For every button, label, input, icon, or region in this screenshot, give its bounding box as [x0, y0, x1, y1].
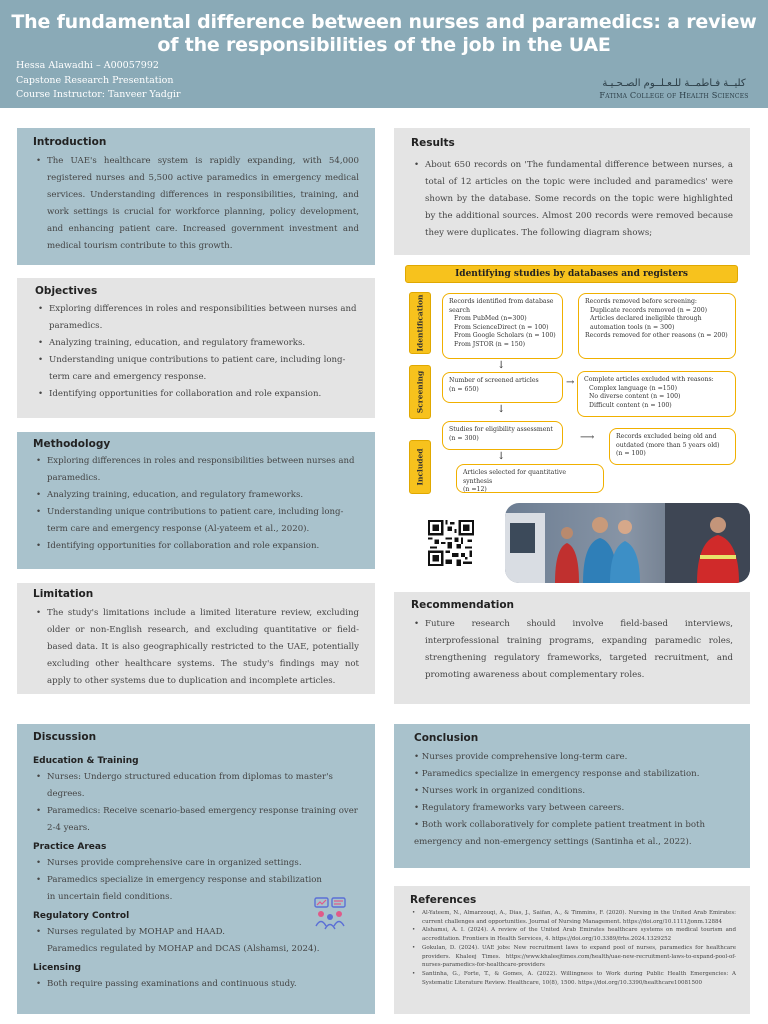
introduction-panel [17, 128, 375, 265]
methodology-panel [17, 432, 375, 569]
conclusion-item: • Regulatory frameworks vary between careers. [414, 803, 625, 813]
reference-item: • Alshamsi, A. I. (2024). A review of the United Arab Emirates healthcare systems on medical tourism and accreditation. Frontiers in Health Services, 4. https://doi.org/10.3389/frhs.2024.1329252 [410, 926, 736, 943]
limitation-panel [17, 583, 375, 694]
conclusion-heading: Conclusion [414, 732, 479, 744]
limitation-text: • The study's limitations include a limited literature review, excluding older or non-English research, and excluding quantitative or field-based data. It is also geographically restricted to the UAE, potentially excluding other healthcare systems. The study's findings may not apply to other systems due to duplication and incomplete articles. [33, 605, 359, 690]
author-info [16, 59, 181, 103]
regulatory-heading: Regulatory Control [33, 911, 130, 921]
arrow-down-icon: ↓ [497, 404, 506, 415]
licensing-item: • Both require passing examinations and continuous study. [33, 976, 359, 993]
results-heading: Results [411, 137, 455, 149]
flow-box-outdated: Records excluded being old and outdated (more than 5 years old) (n = 100) [609, 428, 736, 465]
practice-item: • Nurses provide comprehensive care in organized settings. [33, 855, 329, 872]
flow-diagram-title: Identifying studies by databases and registers [405, 265, 738, 283]
flow-box-eligibility: Studies for eligibility assessment (n = 300) [442, 421, 563, 450]
arrow-right-icon: → [566, 377, 575, 388]
college-name-english: Fatima College of Health Sciences [599, 90, 749, 100]
licensing-heading: Licensing [33, 963, 81, 973]
objectives-heading: Objectives [35, 285, 98, 297]
flow-box-excluded: Complete articles excluded with reasons: Complex language (n =150) No diverse content (n = 100) Difficult content (n = 100) [577, 371, 736, 417]
practice-heading: Practice Areas [33, 842, 107, 852]
conclusion-panel [394, 724, 750, 868]
college-logo [598, 78, 750, 100]
flow-box-selected: Articles selected for quantitative synthesis (n =12) [456, 464, 604, 493]
regulatory-item: • Nurses regulated by MOHAP and HAAD. [33, 924, 359, 941]
references-panel [394, 886, 750, 1014]
conclusion-item: • Nurses work in organized conditions. [414, 786, 586, 796]
practice-item: • Paramedics specialize in emergency response and stabilization in uncertain field conditions. [33, 872, 329, 906]
results-text: • About 650 records on 'The fundamental difference between nurses, a total of 12 articles on the topic were included and paramedics' were shown by the database. Some records on the topic were highlighted by the additional sources. Almost 200 records were removed because they were duplicates. The following diagram shows; [411, 157, 733, 242]
objective-item: • Understanding unique contributions to patient care, including long-term care and emergency response. [35, 352, 357, 386]
presentation-type: Capstone Research Presentation [16, 74, 174, 86]
college-name-arabic: كليــة فـاطمــة للـعـلــوم الصـحـيـة [602, 78, 746, 89]
regulatory-item: Paramedics regulated by MOHAP and DCAS (Alshamsi, 2024). [47, 944, 320, 954]
arrow-down-icon: ↓ [497, 360, 506, 371]
recommendation-text: • Future research should involve field-based interviews, interprofessional training programs, expanding paramedic roles, strengthening regulatory frameworks, targeted recruitment, and promoting awareness about complementary roles. [411, 616, 733, 684]
introduction-text: • The UAE's healthcare system is rapidly expanding, with 54,000 registered nurses and 5,500 active paramedics in emergency medical services. Understanding differences in responsibilities, training, and work settings is crucial for workforce planning, policy development, and enhancing patient care. Increased government investment and medical tourism contribute to this growth. [33, 153, 359, 255]
arrow-right-icon: ⟶ [580, 432, 595, 443]
discussion-heading: Discussion [33, 731, 97, 743]
stage-identification: Identification [409, 292, 431, 354]
methodology-item: • Identifying opportunities for collaboration and role expansion. [33, 538, 359, 555]
objectives-panel [17, 278, 375, 418]
methodology-item: • Understanding unique contributions to patient care, including long-term care and emergency response (Al-yateem et al., 2020). [33, 504, 359, 538]
flow-box-identified: Records identified from database search From PubMed (n=300) From ScienceDirect (n = 100) From Google Scholars (n = 100) From JSTOR (n = 150) [442, 293, 563, 359]
results-panel [394, 128, 750, 255]
reference-item: • Santinha, G., Forte, T., & Gomes, A. (2022). Willingness to Work during Public Health Emergencies: A Systematic Literature Review. Healthcare, 10(8), 1500. https://doi.org/10.3390/healthcare10081500 [410, 970, 736, 987]
team-collaboration-icon [313, 896, 347, 930]
recommendation-panel [394, 592, 750, 704]
methodology-heading: Methodology [33, 438, 111, 450]
conclusion-item: • Paramedics specialize in emergency response and stabilization. [414, 769, 700, 779]
education-item: • Paramedics: Receive scenario-based emergency response training over 2-4 years. [33, 803, 359, 837]
arrow-down-icon: ↓ [497, 451, 506, 462]
stage-included: Included [409, 440, 431, 494]
conclusion-item: • Nurses provide comprehensive long-term care. [414, 752, 628, 762]
course-instructor: Course Instructor: Tanveer Yadgir [16, 89, 181, 100]
author-name: Hessa Alawadhi – A00057992 [16, 60, 159, 71]
paramedics-photo [505, 503, 750, 583]
objective-item: • Exploring differences in roles and responsibilities between nurses and paramedics. [35, 301, 357, 335]
recommendation-heading: Recommendation [411, 599, 515, 611]
flow-box-screened: Number of screened articles (n = 650) [442, 372, 563, 403]
references-heading: References [410, 894, 477, 906]
discussion-panel [17, 724, 375, 1014]
poster-header [0, 0, 768, 108]
stage-screening: Screening [409, 365, 431, 419]
objective-item: • Analyzing training, education, and regulatory frameworks. [35, 335, 357, 352]
methodology-item: • Analyzing training, education, and regulatory frameworks. [33, 487, 359, 504]
introduction-heading: Introduction [33, 136, 107, 148]
education-heading: Education & Training [33, 756, 139, 766]
qr-code-icon [428, 520, 474, 566]
reference-item: • Gokulan, D. (2024). UAE jobs: New recruitment laws to expand pool of nurses, paramedics for healthcare providers. Khaleej Times. https://www.khaleejtimes.com/health/uae-new-recruitment-laws-to-expand-pool-of-nurses-paramedics-for-healthcare-providers [410, 944, 736, 970]
limitation-heading: Limitation [33, 588, 94, 600]
education-item: • Nurses: Undergo structured education from diplomas to master's degrees. [33, 769, 359, 803]
methodology-item: • Exploring differences in roles and responsibilities between nurses and paramedics. [33, 453, 359, 487]
flow-box-removed: Records removed before screening: Duplicate records removed (n = 200) Articles declared ineligible through automation tools (n = 300) Records removed for other reasons (n = 200) [578, 293, 736, 359]
reference-item: • Al-Yateem, N., Almarzouqi, A., Dias, J., Saifan, A., & Timmins, F. (2020). Nursing in the United Arab Emirates: current challenges and opportunities. Journal of Nursing Management. https://doi.org/10.1111/jonm.12884 [410, 909, 736, 926]
objective-item: • Identifying opportunities for collaboration and role expansion. [35, 386, 357, 403]
conclusion-item: • Both work collaboratively for complete patient treatment in both emergency and non-emergency settings (Santinha et al., 2022). [414, 820, 706, 847]
poster-title: The fundamental difference between nurses and paramedics: a review of the responsibilities of the job in the UAE [11, 11, 757, 56]
